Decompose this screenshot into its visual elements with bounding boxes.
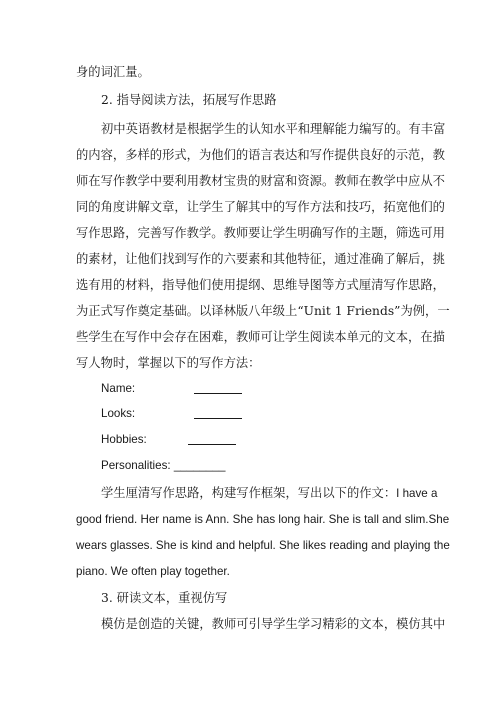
paragraph-line: 些学生在写作中会存在困难，教师可让学生阅读本单元的文本，在描 <box>76 330 445 344</box>
section-heading: 2. 指导阅读方法，拓展写作思路 <box>101 93 277 107</box>
paragraph-line: 同的角度讲解文章，让学生了解其中的写作方法和技巧，拓宽他们的 <box>76 200 445 214</box>
paragraph-line: 的内容，多样的形式，为他们的语言表达和写作提供良好的示范，教 <box>76 148 445 162</box>
paragraph-line: 身的词汇量。 <box>76 65 150 79</box>
template-name-label: Name: <box>101 382 136 395</box>
paragraph-line: 选有用的材料，指导他们使用提纲、思维导图等方式厘清写作思路， <box>76 278 445 292</box>
paragraph-line: 初中英语教材是根据学生的认知水平和理解能力编写的。有丰富 <box>101 122 446 136</box>
paragraph-line: 写作思路，完善写作教学。教师要让学生明确写作的主题，筛选可用 <box>76 226 445 240</box>
paragraph-line: 模仿是创造的关键，教师可引导学生学习精彩的文本，模仿其中 <box>101 617 446 631</box>
section-heading: 3. 研读文本，重视仿写 <box>101 591 228 605</box>
paragraph-line-cn: 学生厘清写作思路，构建写作框架，写出以下的作文： <box>101 486 397 500</box>
paragraph-line: 为正式写作奠定基础。以译林版八年级上“Unit 1 Friends”为例，一 <box>76 304 450 318</box>
template-looks-blank <box>194 418 242 419</box>
paragraph-line: 师在写作教学中要利用教材宝贵的财富和资源。教师在教学中应从不 <box>76 174 445 188</box>
essay-line: good friend. Her name is Ann. She has long hair. She is tall and slim.She <box>76 513 450 526</box>
essay-line: piano. We often play together. <box>76 565 230 578</box>
template-personalities-label: Personalities: ________ <box>101 459 226 472</box>
paragraph-line-en: I have a <box>396 487 438 500</box>
essay-line: wears glasses. She is kind and helpful. She likes reading and playing the <box>76 539 450 552</box>
paragraph-line: 的素材，让他们找到写作的六要素和其他特征，通过准确了解后，挑 <box>76 252 445 266</box>
template-name-blank <box>194 393 242 394</box>
paragraph-line <box>101 485 437 502</box>
template-hobbies-label: Hobbies: <box>101 433 147 446</box>
paragraph-line: 写人物时，掌握以下的写作方法： <box>76 356 261 370</box>
template-looks-label: Looks: <box>101 407 136 420</box>
template-hobbies-blank <box>188 444 236 445</box>
